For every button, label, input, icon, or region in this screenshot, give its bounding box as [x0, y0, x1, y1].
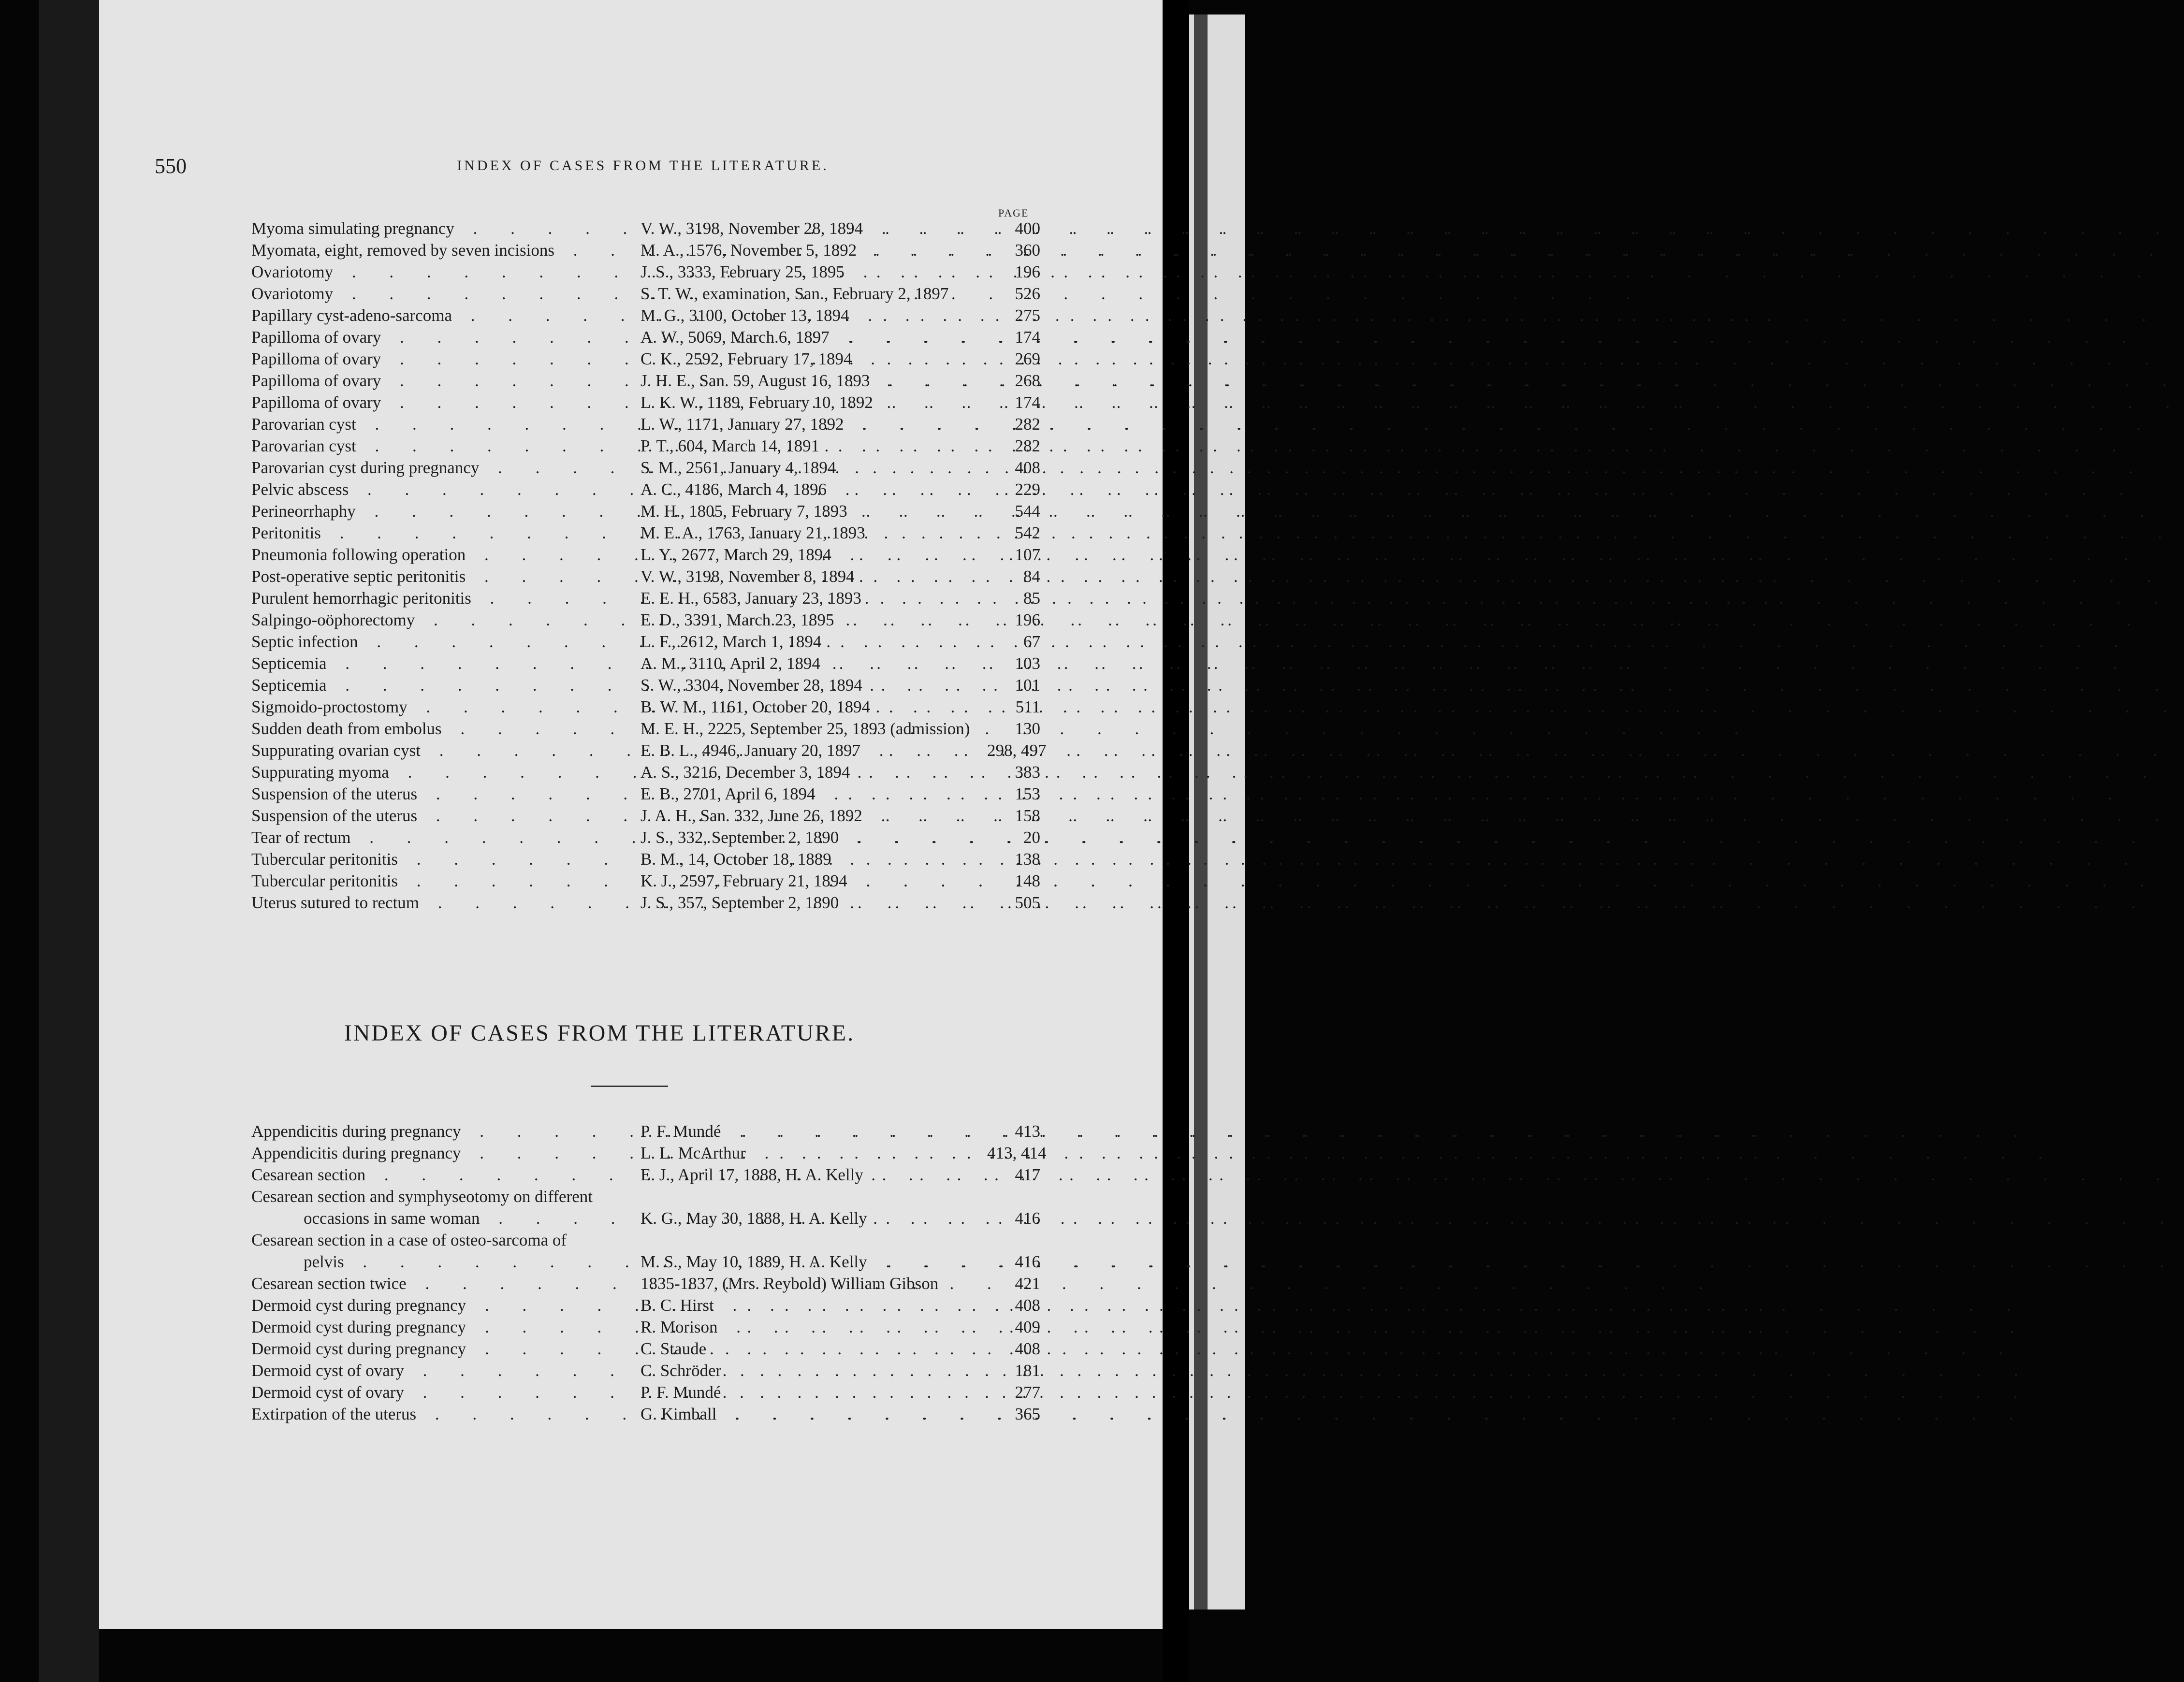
entry-reference: J. S., 332, September 2, 1890 . . .	[641, 826, 989, 848]
index-entry	[251, 696, 1040, 718]
entry-page: 383	[1015, 763, 1040, 782]
entry-reference: A. C., 4186, March 4, 1896 . . .	[641, 478, 989, 500]
entry-page: 408	[1015, 1339, 1040, 1358]
entry-reference: P. F. Mundé . . .	[641, 1120, 989, 1142]
entry-subject: Myoma simulating pregnancy . . .	[251, 218, 633, 239]
entry-reference: E. E. H., 6583, January 23, 1893 . . .	[641, 587, 989, 609]
entry-subject: Cesarean section twice . . .	[251, 1273, 633, 1294]
entry-subject: Peritonitis . . .	[251, 522, 633, 544]
entry-reference: M. A., 1576, November 5, 1892 . . .	[641, 239, 989, 261]
entry-subject: Purulent hemorrhagic peritonitis . . .	[251, 587, 633, 609]
entry-page: 269	[1015, 349, 1040, 368]
entry-reference: C. Schröder . . .	[641, 1360, 989, 1381]
entry-reference: B. W. M., 1161, October 20, 1894 . . .	[641, 696, 989, 718]
entry-subject: Myomata, eight, removed by seven incisions . . .	[251, 239, 633, 261]
entry-reference: V. W., 3198, November 8, 1894 . . .	[641, 566, 989, 587]
entry-page: 416	[1015, 1252, 1040, 1271]
entry-subject: Suppurating myoma . . .	[251, 761, 633, 783]
entry-page: 85	[1023, 589, 1040, 608]
entry-page: 542	[1015, 523, 1040, 542]
entry-page: 174	[1015, 328, 1040, 347]
entry-reference: M. S., May 10, 1889, H. A. Kelly . . .	[641, 1251, 989, 1273]
index-entry	[251, 283, 1040, 304]
entry-page: 526	[1015, 284, 1040, 303]
index-entry	[251, 1273, 1040, 1294]
entry-page: 196	[1015, 610, 1040, 629]
hospital-cases-index	[251, 218, 1047, 914]
entry-subject: Perineorrhaphy . . .	[251, 500, 633, 522]
entry-page: 84	[1023, 567, 1040, 586]
entry-page: 360	[1015, 241, 1040, 260]
entry-subject: Suspension of the uterus . . .	[251, 783, 633, 805]
index-entry	[251, 218, 1040, 239]
index-entry	[251, 304, 1040, 326]
entry-subject: Dermoid cyst during pregnancy . . .	[251, 1316, 633, 1338]
entry-page: 130	[1015, 719, 1040, 738]
entry-subject: Papilloma of ovary . . .	[251, 370, 633, 392]
entry-reference: L. F., 2612, March 1, 1894 . . .	[641, 631, 989, 652]
entry-subject: Septicemia . . .	[251, 674, 633, 696]
entry-page: 282	[1015, 436, 1040, 455]
entry-reference: V. W., 3198, November 28, 1894 . . .	[641, 218, 989, 239]
entry-page: 181	[1015, 1361, 1040, 1380]
entry-reference: S. T. W., examination, San., February 2, 1897	[641, 284, 949, 303]
entry-subject: Suppurating ovarian cyst . . .	[251, 740, 633, 761]
index-entry	[251, 522, 1040, 544]
entry-subject: Pelvic abscess . . .	[251, 478, 633, 500]
entry-reference: L. Y., 2677, March 29, 1894 . . .	[641, 544, 989, 566]
index-entry	[251, 1294, 1040, 1316]
entry-reference: K. G., May 30, 1888, H. A. Kelly . . .	[641, 1207, 989, 1229]
entry-page: 101	[1015, 676, 1040, 695]
entry-page: 413, 414	[987, 1144, 1047, 1162]
index-entry	[251, 392, 1040, 413]
index-entry	[251, 435, 1040, 457]
entry-subject: Pneumonia following operation . . .	[251, 544, 633, 566]
entry-subject: Sudden death from embolus . . .	[251, 718, 633, 740]
page-header	[155, 154, 1044, 178]
entry-subject: Septicemia . . .	[251, 652, 633, 674]
entry-reference: J. S., 357, September 2, 1890 . . .	[641, 892, 989, 914]
entry-subject: Papilloma of ovary . . .	[251, 348, 633, 370]
entry-page: 196	[1015, 262, 1040, 281]
index-entry	[251, 652, 1040, 674]
entry-page: 408	[1015, 1296, 1040, 1315]
entry-subject: Parovarian cyst . . .	[251, 435, 633, 457]
page-number: 550	[155, 154, 187, 178]
index-entry	[251, 326, 1040, 348]
index-entry	[251, 609, 1040, 631]
index-entry	[251, 1120, 1040, 1142]
index-entry	[251, 870, 1040, 892]
entry-reference: L. W., 1171, January 27, 1892 . . .	[641, 413, 989, 435]
running-title: INDEX OF CASES FROM THE LITERATURE.	[457, 158, 829, 174]
entry-reference: L. K. W., 1189, February 10, 1892 . . .	[641, 392, 989, 413]
entry-subject: Cesarean section and symphyseotomy on different	[251, 1187, 593, 1206]
entry-subject: Dermoid cyst during pregnancy . . .	[251, 1294, 633, 1316]
entry-page: 417	[1015, 1165, 1040, 1184]
entry-page: 421	[1015, 1274, 1040, 1293]
entry-page: 277	[1015, 1383, 1040, 1402]
entry-subject: Cesarean section in a case of osteo-sarcoma of	[251, 1231, 567, 1249]
entry-reference: L. L. McArthur . . .	[641, 1142, 989, 1164]
entry-page: 511	[1015, 697, 1040, 716]
entry-page: 174	[1015, 393, 1040, 412]
entry-reference: E. J., April 17, 1888, H. A. Kelly . . .	[641, 1164, 989, 1186]
index-entry	[251, 457, 1040, 478]
entry-reference: K. J., 2597, February 21, 1894 . . .	[641, 870, 989, 892]
entry-subject: Dermoid cyst of ovary . . .	[251, 1360, 633, 1381]
entry-page: 544	[1015, 502, 1040, 521]
entry-page: 158	[1015, 806, 1040, 825]
entry-page: 138	[1015, 850, 1040, 869]
index-entry	[251, 478, 1040, 500]
index-entry	[251, 848, 1040, 870]
index-entry	[251, 500, 1040, 522]
entry-page: 408	[1015, 458, 1040, 477]
entry-reference: C. K., 2592, February 17, 1894 . . .	[641, 348, 989, 370]
index-entry	[251, 1338, 1040, 1360]
entry-reference: A. S., 3216, December 3, 1894 . . .	[641, 761, 989, 783]
entry-reference: G. Kimball . . .	[641, 1403, 989, 1425]
entry-page: 505	[1015, 893, 1040, 912]
index-entry	[251, 674, 1040, 696]
index-entry	[251, 631, 1040, 652]
entry-page: 282	[1015, 415, 1040, 434]
entry-subject: Appendicitis during pregnancy . . .	[251, 1120, 633, 1142]
entry-reference: J. S., 3333, February 25, 1895 . . .	[641, 261, 989, 283]
book-edge	[39, 0, 99, 1682]
entry-reference: 1835-1837, (Mrs. Reybold) William Gibson	[641, 1274, 939, 1293]
entry-subject: Papillary cyst-adeno-sarcoma . . .	[251, 304, 633, 326]
entry-reference: B. M., 14, October 18, 1889 . . .	[641, 848, 989, 870]
entry-subject: Tubercular peritonitis . . .	[251, 870, 633, 892]
entry-page: 416	[1015, 1209, 1040, 1228]
index-entry	[251, 1381, 1040, 1403]
index-entry	[251, 413, 1040, 435]
index-entry	[251, 1142, 1047, 1164]
entry-page: 103	[1015, 654, 1040, 673]
index-entry	[251, 783, 1040, 805]
entry-page: 148	[1015, 871, 1040, 890]
literature-cases-index	[251, 1120, 1047, 1425]
entry-subject: Sigmoido-proctostomy . . .	[251, 696, 633, 718]
entry-reference: J. H. E., San. 59, August 16, 1893 . . .	[641, 370, 989, 392]
entry-page: 413	[1015, 1122, 1040, 1141]
entry-reference: E. B., 2701, April 6, 1894 . . .	[641, 783, 989, 805]
entry-subject: Papilloma of ovary . . .	[251, 326, 633, 348]
entry-reference: P. F. Mundé . . .	[641, 1381, 989, 1403]
entry-subject: Tear of rectum . . .	[251, 826, 633, 848]
index-entry	[251, 1316, 1040, 1338]
entry-page: 298, 497	[987, 741, 1047, 760]
page-column-label: PAGE	[998, 207, 1029, 219]
index-entry	[251, 544, 1040, 566]
index-entry	[251, 761, 1040, 783]
index-entry	[251, 740, 1047, 761]
entry-reference: R. Morison . . .	[641, 1316, 989, 1338]
entry-reference: A. M., 3110, April 2, 1894 . . .	[641, 652, 989, 674]
entry-subject: occasions in same woman . . .	[304, 1207, 633, 1229]
index-entry	[251, 1360, 1040, 1381]
entry-subject: Appendicitis during pregnancy . . .	[251, 1142, 633, 1164]
entry-subject: pelvis . . .	[304, 1251, 633, 1273]
index-entry	[251, 805, 1040, 826]
entry-subject: Parovarian cyst . . .	[251, 413, 633, 435]
entry-subject: Papilloma of ovary . . .	[251, 392, 633, 413]
index-entry	[251, 587, 1040, 609]
entry-page: 268	[1015, 371, 1040, 390]
index-entry	[251, 370, 1040, 392]
entry-subject: Extirpation of the uterus . . .	[251, 1403, 633, 1425]
entry-subject: Post-operative septic peritonitis . . .	[251, 566, 633, 587]
entry-page: 275	[1015, 306, 1040, 325]
index-entry	[251, 348, 1040, 370]
entry-reference: S. W., 3304, November 28, 1894 . . .	[641, 674, 989, 696]
entry-page: 409	[1015, 1318, 1040, 1336]
entry-page: 20	[1023, 828, 1040, 847]
entry-reference: M. E. A., 1763, January 21, 1893 . . .	[641, 522, 989, 544]
index-entry	[251, 1251, 1040, 1273]
entry-subject: Ovariotomy . . .	[251, 283, 633, 304]
index-entry	[251, 566, 1040, 587]
entry-page: 365	[1015, 1405, 1040, 1423]
entry-reference: P. T., 604, March 14, 1891 . . .	[641, 435, 989, 457]
entry-reference: C. Staude . . .	[641, 1338, 989, 1360]
entry-reference: E. D., 3391, March 23, 1895 . . .	[641, 609, 989, 631]
index-entry	[251, 261, 1040, 283]
index-entry	[251, 1229, 1040, 1251]
entry-subject: Septic infection . . .	[251, 631, 633, 652]
entry-reference: E. B. L., 4946, January 20, 1897 . . .	[641, 740, 989, 761]
entry-subject: Dermoid cyst during pregnancy . . .	[251, 1338, 633, 1360]
entry-subject: Salpingo-oöphorectomy . . .	[251, 609, 633, 631]
entry-subject: Parovarian cyst during pregnancy . . .	[251, 457, 633, 478]
entry-reference: M. H., 1805, February 7, 1893 . . .	[641, 500, 989, 522]
entry-subject: Uterus sutured to rectum . . .	[251, 892, 633, 914]
entry-reference: A. W., 5069, March 6, 1897 . . .	[641, 326, 989, 348]
entry-page: 153	[1015, 784, 1040, 803]
entry-page: 229	[1015, 480, 1040, 499]
entry-subject: Dermoid cyst of ovary . . .	[251, 1381, 633, 1403]
section-title: INDEX OF CASES FROM THE LITERATURE.	[344, 1020, 855, 1046]
index-entry	[251, 1207, 1040, 1229]
index-entry	[251, 892, 1040, 914]
index-entry	[251, 718, 1040, 740]
entry-subject: Ovariotomy . . .	[251, 261, 633, 283]
entry-reference: M. E. H., 2225, September 25, 1893 (admission)	[641, 719, 970, 738]
entry-page: 107	[1015, 545, 1040, 564]
index-entry	[251, 826, 1040, 848]
entry-reference: S. M., 2561, January 4, 1894 . . .	[641, 457, 989, 478]
index-entry	[251, 1164, 1040, 1186]
entry-reference: J. A. H., San. 332, June 26, 1892 . . .	[641, 805, 989, 826]
entry-page: 67	[1023, 632, 1040, 651]
section-rule	[591, 1086, 668, 1087]
entry-subject: Cesarean section . . .	[251, 1164, 633, 1186]
entry-page: 400	[1015, 219, 1040, 238]
entry-subject: Suspension of the uterus . . .	[251, 805, 633, 826]
index-entry	[251, 239, 1040, 261]
entry-reference: B. C. Hirst . . .	[641, 1294, 989, 1316]
entry-subject: Tubercular peritonitis . . .	[251, 848, 633, 870]
index-entry	[251, 1186, 1040, 1207]
entry-reference: M. G., 3100, October 13, 1894 . . .	[641, 304, 989, 326]
index-entry	[251, 1403, 1040, 1425]
